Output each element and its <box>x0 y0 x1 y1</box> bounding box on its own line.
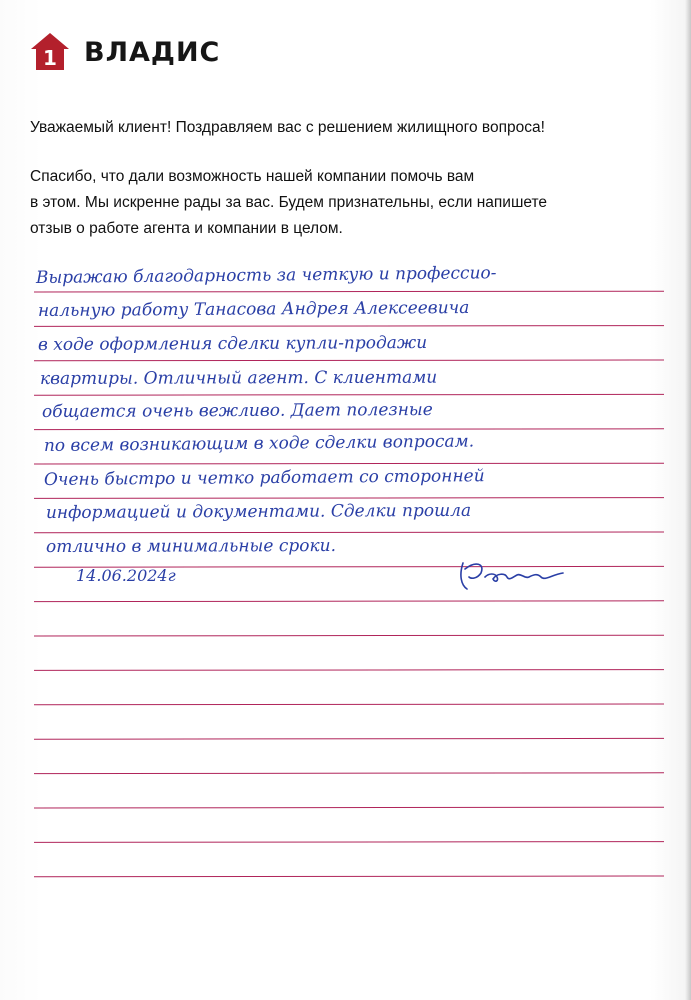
handwritten-line: отлично в минимальные сроки. <box>45 535 336 557</box>
ruled-line <box>34 326 664 327</box>
handwritten-line: общается очень вежливо. Дает полезные <box>41 399 433 422</box>
ruled-line <box>34 876 664 877</box>
ruled-line <box>34 394 664 395</box>
logo-digit: 1 <box>43 46 57 70</box>
intro-line: отзыв о работе агента и компании в целом. <box>30 220 343 237</box>
ruled-line <box>34 498 664 499</box>
ruled-line <box>34 773 664 774</box>
ruled-line <box>34 463 664 464</box>
brand-name: ВЛАДИС <box>84 36 221 68</box>
handwritten-line: квартиры. Отличный агент. С клиентами <box>39 367 438 389</box>
ruled-line <box>34 360 664 361</box>
ruled-line <box>34 738 664 739</box>
handwritten-line: Выражаю благодарность за четкую и профессио- <box>35 263 497 288</box>
handwritten-line: информацией и документами. Сделки прошла <box>45 500 472 523</box>
handwritten-line: нальную работу Танасова Андрея Алексеевича <box>37 297 470 321</box>
intro-line: в этом. Мы искренне рады за вас. Будем признательны, если напишете <box>30 194 548 211</box>
handwritten-line: в ходе оформления сделки купли-продажи <box>37 332 428 355</box>
handwritten-line: по всем возникающим в ходе сделки вопросам. <box>43 431 475 456</box>
ruled-line <box>34 291 664 292</box>
ruled-line <box>34 670 664 671</box>
ruled-line <box>34 601 664 602</box>
greeting-text: Уважаемый клиент! Поздравляем вас с решением жилищного вопроса! <box>30 119 545 136</box>
page-edge-shadow <box>685 0 691 1000</box>
ruled-line <box>34 532 664 533</box>
ruled-line <box>34 842 664 843</box>
ruled-line <box>34 635 664 636</box>
handwritten-line: Очень быстро и четко работает со сторонней <box>43 466 485 490</box>
intro-line: Спасибо, что дали возможность нашей компании помочь вам <box>30 168 475 185</box>
signature <box>455 555 570 595</box>
ruled-line <box>34 704 664 705</box>
ruled-line <box>34 429 664 430</box>
ruled-line <box>34 807 664 808</box>
handwritten-date: 14.06.2024г <box>76 566 176 585</box>
